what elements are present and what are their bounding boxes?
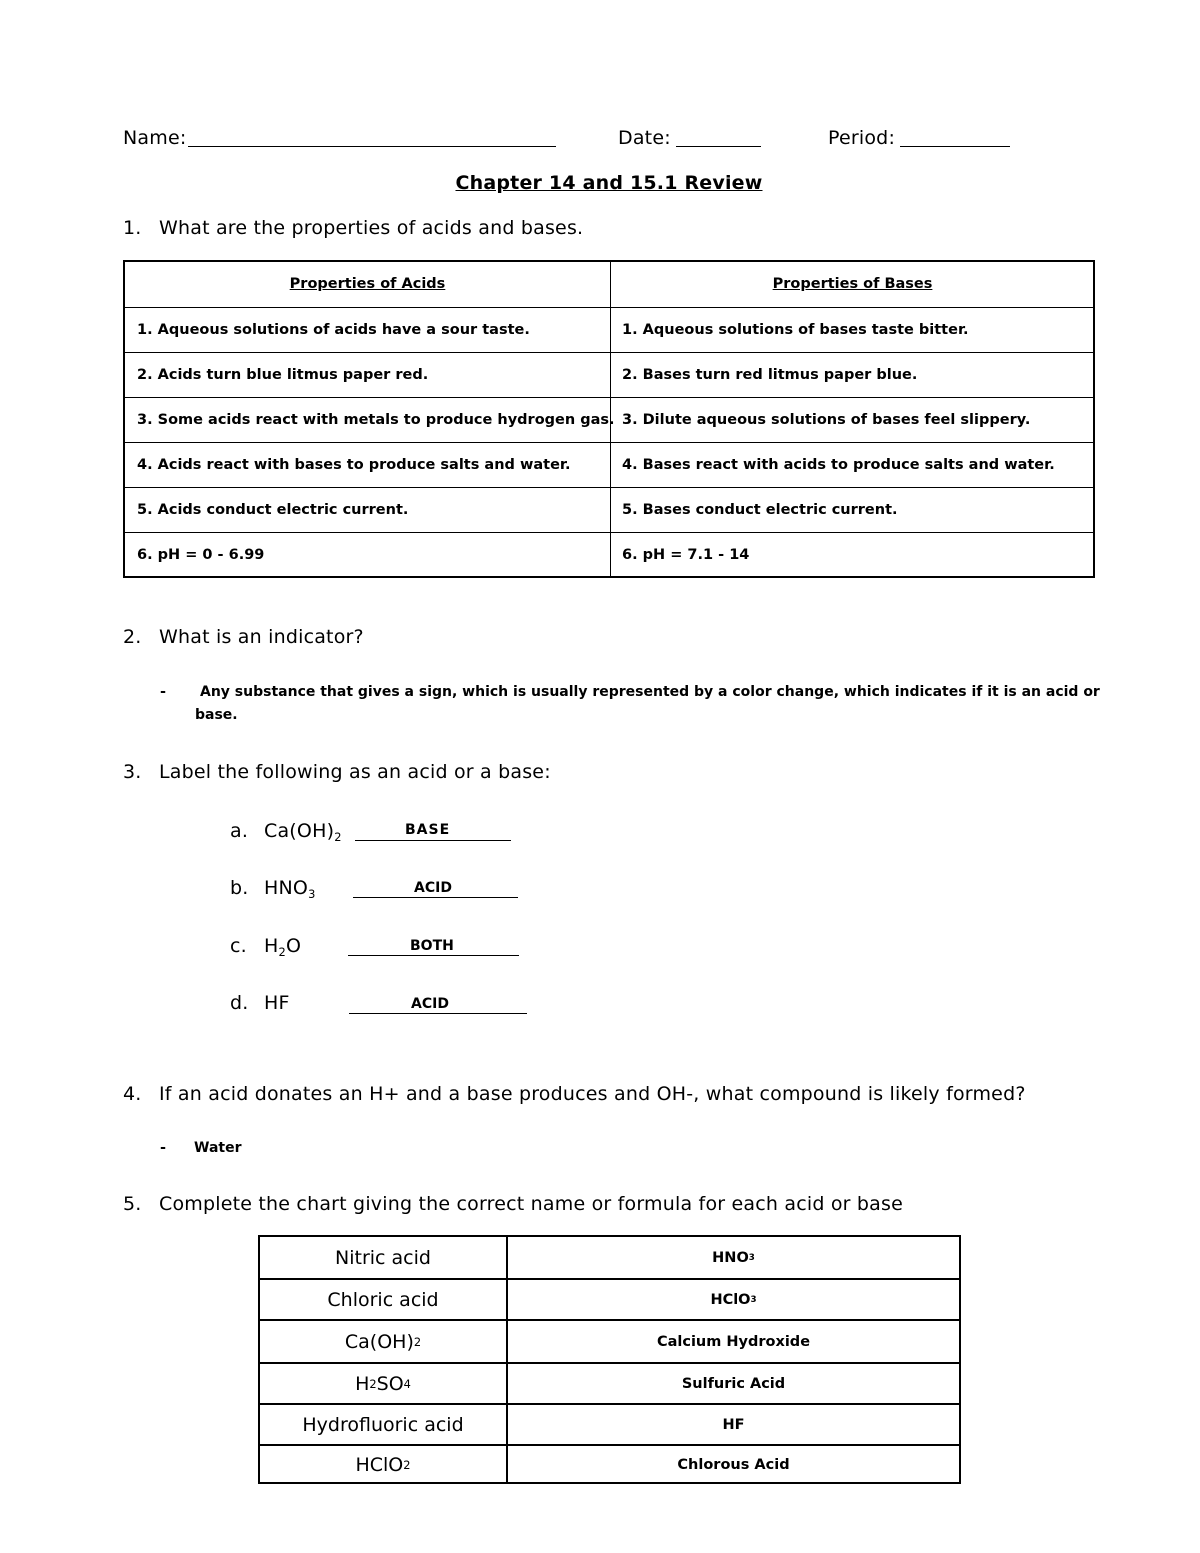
table-row: [260, 1278, 959, 1319]
base-property: 4. Bases react with acids to produce salts and water.: [622, 457, 1055, 473]
table-row: [260, 1403, 959, 1444]
name-label: Name:: [123, 127, 187, 149]
acid-property: 4. Acids react with bases to produce salts and water.: [137, 457, 571, 473]
q4-number: 4.: [123, 1083, 142, 1105]
q3-answer-field[interactable]: [348, 955, 519, 956]
acid-property: 3. Some acids react with metals to produce hydrogen gas.: [137, 412, 615, 428]
bases-header: Properties of Bases: [772, 276, 933, 292]
q3-item-answer: ACID: [414, 880, 452, 896]
acid-property: 2. Acids turn blue litmus paper red.: [137, 367, 429, 383]
base-property: 6. pH = 7.1 - 14: [622, 547, 750, 563]
table-row: [260, 1319, 959, 1362]
q3-item-formula: $HNO_3$: [264, 877, 316, 901]
acid-property: 6. pH = 0 - 6.99: [137, 547, 265, 563]
name-formula-table: [258, 1235, 961, 1484]
q3-item-formula: $H_2O$: [264, 935, 302, 959]
q3-item-letter: d.: [230, 992, 249, 1014]
date-label: Date:: [618, 127, 671, 149]
given-cell: Ca(OH) 2: [344, 1330, 422, 1353]
q3-number: 3.: [123, 761, 142, 783]
date-field[interactable]: [676, 146, 761, 147]
table-row: [260, 1444, 959, 1484]
q1-number: 1.: [123, 217, 142, 239]
properties-header-row: [125, 262, 1093, 307]
q3-answer-field[interactable]: [353, 897, 518, 898]
q2-text: What is an indicator?: [159, 626, 364, 648]
answer-cell: HNO 3: [712, 1249, 755, 1266]
period-label: Period:: [828, 127, 896, 149]
acid-property: 1. Aqueous solutions of acids have a sour taste.: [137, 322, 530, 338]
answer-cell: Chlorous Acid: [677, 1457, 790, 1473]
q5-number: 5.: [123, 1193, 142, 1215]
given-cell: H 2 SO 4: [355, 1372, 411, 1395]
q4-text: If an acid donates an H+ and a base produces and OH-, what compound is likely formed?: [159, 1083, 1026, 1105]
table-row: [260, 1237, 959, 1278]
q3-item-letter: b.: [230, 877, 249, 899]
q2-answer-line1: Any substance that gives a sign, which is usually represented by a color change, which indicates if it is an acid or: [200, 684, 1100, 700]
answer-cell: Calcium Hydroxide: [656, 1333, 811, 1350]
q3-item-letter: c.: [230, 935, 247, 957]
q4-answer: Water: [194, 1140, 242, 1156]
table-row: [125, 487, 1093, 532]
page-title: Chapter 14 and 15.1 Review: [455, 172, 763, 194]
table-row: [125, 307, 1093, 352]
q3-item-formula: HF: [264, 992, 290, 1014]
q3-answer-field[interactable]: [349, 1013, 527, 1014]
q3-item-answer: ACID: [411, 996, 449, 1012]
q2-number: 2.: [123, 626, 142, 648]
q4-bullet: -: [160, 1140, 167, 1156]
base-property: 1. Aqueous solutions of bases taste bitter.: [622, 322, 969, 338]
q3-item-formula: $Ca(OH)_2$: [264, 820, 342, 844]
q3-item-answer: BOTH: [410, 938, 454, 954]
q2-bullet: -: [160, 684, 167, 700]
given-cell: Nitric acid: [335, 1246, 431, 1269]
q5-text: Complete the chart giving the correct name or formula for each acid or base: [159, 1193, 904, 1215]
answer-cell: HF: [722, 1416, 745, 1433]
q3-item-letter: a.: [230, 820, 249, 842]
q3-text: Label the following as an acid or a base:: [159, 761, 551, 783]
answer-cell: HClO 3: [710, 1291, 757, 1308]
table-row: [125, 397, 1093, 442]
base-property: 3. Dilute aqueous solutions of bases feel slippery.: [622, 412, 1031, 428]
answer-cell: Sulfuric Acid: [681, 1375, 786, 1392]
table-row: [125, 532, 1093, 577]
table-row: [125, 352, 1093, 397]
q3-answer-field[interactable]: [355, 840, 511, 841]
table-row: [125, 442, 1093, 487]
acid-property: 5. Acids conduct electric current.: [137, 502, 409, 518]
given-cell: Hydrofluoric acid: [302, 1413, 464, 1436]
q2-answer-line2: base.: [195, 707, 238, 723]
base-property: 2. Bases turn red litmus paper blue.: [622, 367, 918, 383]
period-field[interactable]: [900, 146, 1010, 147]
name-field[interactable]: [188, 146, 556, 147]
q1-text: What are the properties of acids and bases.: [159, 217, 584, 239]
given-cell: HClO 2: [355, 1454, 411, 1476]
properties-table: [123, 260, 1095, 578]
table-row: [260, 1362, 959, 1403]
given-cell: Chloric acid: [327, 1288, 439, 1311]
q3-item-answer: BASE: [405, 822, 451, 838]
base-property: 5. Bases conduct electric current.: [622, 502, 898, 518]
acids-header: Properties of Acids: [289, 276, 446, 292]
